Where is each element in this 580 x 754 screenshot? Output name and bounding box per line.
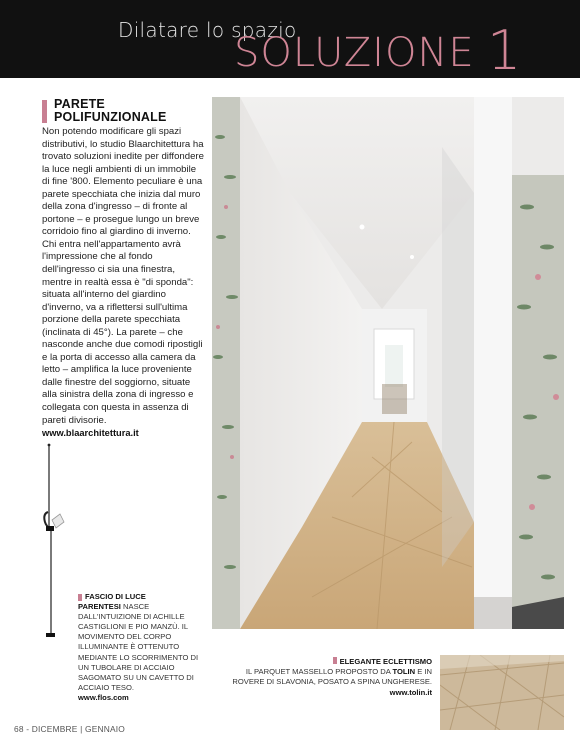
lamp-caption-title-line2: PARENTESI	[78, 602, 121, 612]
corridor-photo-illustration	[212, 97, 564, 629]
parquet-caption-brand: TOLIN	[392, 667, 416, 677]
parquet-caption-body-post: E IN ROVERE DI SLAVONIA, POSATO A SPINA UNGHERESE.	[232, 667, 432, 687]
lamp-caption-body: DALL'INTUIZIONE DI ACHILLE CASTIGLIONI E PIO MANZÙ. IL MOVIMENTO DEL CORPO ILLUMINANTE È OTTENUTO MEDIANTE LO SCORRIMENTO DI UN TUBOLARE DI ACCIAIO SAGOMATO SU UN CAVETTO DI ACCIAIO TESO.	[78, 612, 199, 692]
page-footer: 68 - DICEMBRE | GENNAIO	[14, 724, 126, 734]
parquet-illustration	[440, 655, 564, 730]
article-body: Non potendo modificare gli spazi distributivi, lo studio Blaarchitettura ha trovato soluzioni inedite per diffondere la luce negli ambienti di un immobile di fine '800. Elemento peculiare è una parete specchiata che inizia dal muro della zona d'ingresso – di fronte al portone – e prosegue lungo un breve corridoio fino al giardino di inverno. Chi entra nell'appartamento avrà l'impressione che al fondo dell'ingresso ci sia una finestra, mentre in realtà essa è "di sponda": situata all'interno del giardino d'inverno, va a riflettersi sull'ultima porzione della parete specchiata (inclinata di 45°). La parete – che nasconde anche due comodi ripostigli e la porta di accesso alla camera da letto – amplifica la luce proveniente dalle finestre del soggiorno, situate alla sinistra della zona di ingresso e collegata con questa in assenza di pareti divisorie.	[42, 126, 204, 426]
parquet-caption-title: ELEGANTE ECLETTISMO	[339, 657, 432, 666]
corridor-photo	[212, 97, 564, 629]
lamp-caption-heading	[78, 592, 203, 602]
banner-title: Dilatare lo spazio	[118, 18, 297, 42]
parquet-caption-heading	[218, 657, 432, 667]
parquet-photo	[440, 655, 564, 730]
lamp-caption-title-line1: FASCIO DI LUCE	[85, 592, 146, 601]
section-title: SOLUZIONE	[234, 30, 475, 76]
lamp-caption-url[interactable]: www.flos.com	[78, 692, 129, 702]
lamp-caption-body-first: NASCE	[120, 602, 150, 612]
caption-accent-bar	[333, 657, 337, 664]
article-url[interactable]: www.blaarchitettura.it	[42, 428, 139, 439]
parquet-caption-body	[218, 667, 432, 687]
parquet-caption-url[interactable]: www.tolin.it	[389, 687, 432, 697]
article-title-line2: POLIFUNZIONALE	[54, 109, 167, 124]
lamp-caption	[78, 592, 203, 703]
top-banner	[0, 0, 580, 82]
lamp-svg	[0, 0, 70, 640]
lamp-caption-line2	[78, 602, 203, 612]
section-number: 1	[487, 19, 522, 82]
parquet-caption-body-pre: IL PARQUET MASSELLO PROPOSTO DA	[245, 667, 393, 677]
caption-accent-bar	[78, 594, 82, 601]
article-title-line1: PARETE	[54, 97, 105, 111]
lamp-illustration	[0, 0, 70, 640]
parquet-caption	[218, 657, 432, 698]
